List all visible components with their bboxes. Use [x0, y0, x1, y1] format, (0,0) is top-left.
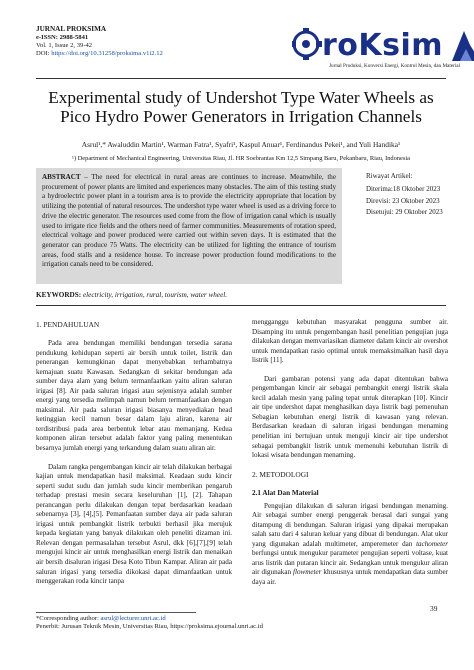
gear-icon: [292, 27, 324, 61]
subsection-heading: 2.1 Alat Dan Material: [252, 488, 319, 497]
eissn: e-ISSN: 2988-5841: [36, 33, 89, 41]
abstract: [36, 168, 342, 284]
paragraph: Pada area bendungan memiliki bendungan tersedia sarana pendukung kehidupan seperti air bersih untuk toilet, listrik dan penerangan kemungkinan dapat menyebabkan terhambatnya kemajuan suatu Kawasan. Sedangkan di sekitar bendungan ada sumber daya alam yang belum termanfaatkan yaitu aliran saluran irigasi [8]. Air pada saluran irigasi atau sejenisnya adalah sumber energi yang tersedia melimpah namun belum termanfaatkan dengan maksimal. Air pada saluran irigasi biasanya menyediakan head ketinggian kecil namun besar dalam laju aliran, karena air terdistribusi pada area berbentuk lebar atau memanjang. Kedua komponen aliran tersebut adalah faktor yang paling menentukan besarnya jumlah energi yang terkandung dalam suatu aliran air.: [36, 339, 232, 453]
page-number: 39: [430, 604, 438, 613]
doi-link[interactable]: https://doi.org/10.31258/proksima.v1i2.12: [51, 50, 163, 58]
volume-info: Vol. 1, Issue 2, 39-42: [36, 42, 93, 49]
section-heading-methodology: 2. METODOLOGI: [252, 469, 309, 479]
history-revised: Direvisi: 23 Oktober 2023: [366, 196, 440, 205]
journal-logo: [292, 25, 474, 75]
history-accepted: Disetujui: 29 Oktober 2023: [366, 208, 443, 217]
history-title: Riwayat Artikel:: [366, 172, 413, 180]
logo-text: roKsim: [322, 28, 444, 63]
journal-header: [36, 25, 461, 77]
paragraph: Dalam rangka pengembangan kincir air telah dilakukan berbagai kajian untuk mendapatkan hasil maksimal. Keadaan sudu kincir seperti sudut sudu dan jumlah sudu kincir memberikan pengaruh terhadap prestasi mesin secara keseluruhan [1], [2]. Tahapan perancangan perlu dilakukan dengan tepat berdasarkan keadaan sebenarnya [3], [4],[5]. Pemanfaatan sumber daya air pada saluran irigasi untuk pembangkit listrik terbukti berhasil jika merujuk kepada kegiatan yang banyak dilakukan oleh peneliti dizaman ini. Relevan dengan permasalahan tersebut Asrul, dkk [6],[7],[9] telah mengujui kincir air untuk menghasilkan energi listrik dan menaikan air bersih disaluran irigasi Desa Koto Tibun Kampar. Aliran air pada saluran irigasi yang tersedia dikokasi dapat dimanfaatkan untuk menggerakan roda kincir tanpa: [36, 462, 232, 586]
paper-title: Experimental study of Undershot Type Water Wheels as Pico Hydro Power Generators in Irrigation Channels: [48, 88, 434, 126]
footnote: [36, 615, 446, 632]
logo-peak-icon: [450, 27, 474, 63]
header-rule: [36, 78, 446, 79]
paragraph: mengganggu kebutuhan masyarakat pengguna sumber air. Disamping itu untuk pengembangan hasil penelitian pengujian juga dilakukan dengan memvariasikan diameter dalam kincir air overshot untuk mendapatkan rasio optimal untuk memaksimalkan hasil daya listrik [11].: [252, 318, 448, 365]
journal-name: JURNAL PROKSIMA: [36, 25, 107, 33]
keywords-text: electricity, irrigation, rural, tourism, water wheel.: [81, 291, 228, 299]
keywords-label: KEYWORDS:: [36, 291, 82, 299]
history-received: Diterima:18 Oktober 2023: [366, 185, 441, 194]
paragraph: Pengujian dilakukan di saluran irigasi bendungan menaming. Air sebagai sumber energi penggerak berasal dari sungai yang ditampung di bendungan. Saluran irigasi yang dipakai merupakan salah satu dari 4 saluran keluar yang dibuat di bendungan. Alat ukur yang digunakan adalah multimeter, amperemeter dan tachometer berfungsi untuk mengukur parameter pengujian seperti voltase, kuat arus listrik dan putaran kincir air. Sedangkan untuk mengukur aliran air digunakan flowmeter khususnya untuk mendapatkan data sumber daya air.: [252, 501, 449, 587]
paragraph: Dari gambaran potensi yang ada dapat ditentukan bahwa pengembangan kincir air sebagai pembangkit energi listrik skala kecil adalah mesin yang paling tepat untuk diterapkan [10]. Kincir air tipe undershot dapat menghasilkan daya listrik bagi pemenuhan Sebagian kebutuhan energi listrik di kawasan yang relevan. Berdasarkan keadaan di saluran irigasi bendungan menaming penelitian ini bertujuan untuk menguji kincir air tipe undershot sebagai pembangkit listrik untuk memenuhi kebutuhan listrik di lokasi wisata bendungan menaming.: [252, 374, 448, 460]
logo-tagline: Jurnal Produksi, Konversi Energi, Kontrol Mesin, dan Material: [329, 63, 461, 69]
keywords: [36, 291, 446, 300]
right-column: [252, 318, 448, 597]
abstract-label: ABSTRACT: [42, 173, 81, 181]
author-email[interactable]: asrul@lecturer.unri.ac.id: [100, 615, 166, 622]
section-heading-introduction: 1. PENDAHULUAN: [36, 320, 100, 329]
article-history: [366, 172, 452, 220]
publisher-line: Penerbit: Jurusan Teknik Mesin, Universitas Riau, https://proksima.ejournal.unri.ac.id: [36, 623, 263, 631]
corresponding-author: *Corresponding author: asrul@lecturer.unri.ac.id: [36, 615, 166, 622]
left-column: [36, 320, 232, 596]
authors: Asrul¹,* Awaluddin Martin¹, Warman Fatra¹, Syafri¹, Kaspul Anuar¹, Ferdinandus Pekei¹, and Yuli Handika¹: [81, 140, 401, 149]
abstract-text: – The need for electrical in rural areas are continues to increase. Meanwhile, the procurement of power plants are limited and experiences many obstacles. The aim of this testing study a hydroelectric power plant in a tourism area is to provide the electricity appropriate that location by utilizing the potential of natural resources. The undershot type water wheel is used as a driving force to drive the electric generator. The resources used come from the flow of irrigation canal which is usually used to irrigate rice fields and the others need of farmer communities. Measurements of rotation speed, electrical voltage and power produced were carried out within seven days. It is estimated that the generator can produce 75 Watts. The electricity can be utilized for lighting the entrance of tourism areas, food stalls and a residence house. To increase power production found modifications to the irrigation canals need to be considered.: [42, 173, 336, 269]
doi-label: DOI:: [36, 50, 52, 58]
keywords-rule: [36, 305, 446, 306]
footnote-rule: [36, 612, 196, 613]
affiliation: ¹) Department of Mechanical Engineering, Universitas Riau, Jl. HR Soebrantas Km 12,5 Simpang Baru, Pekanbaru, Riau, Indonesia: [72, 155, 410, 162]
